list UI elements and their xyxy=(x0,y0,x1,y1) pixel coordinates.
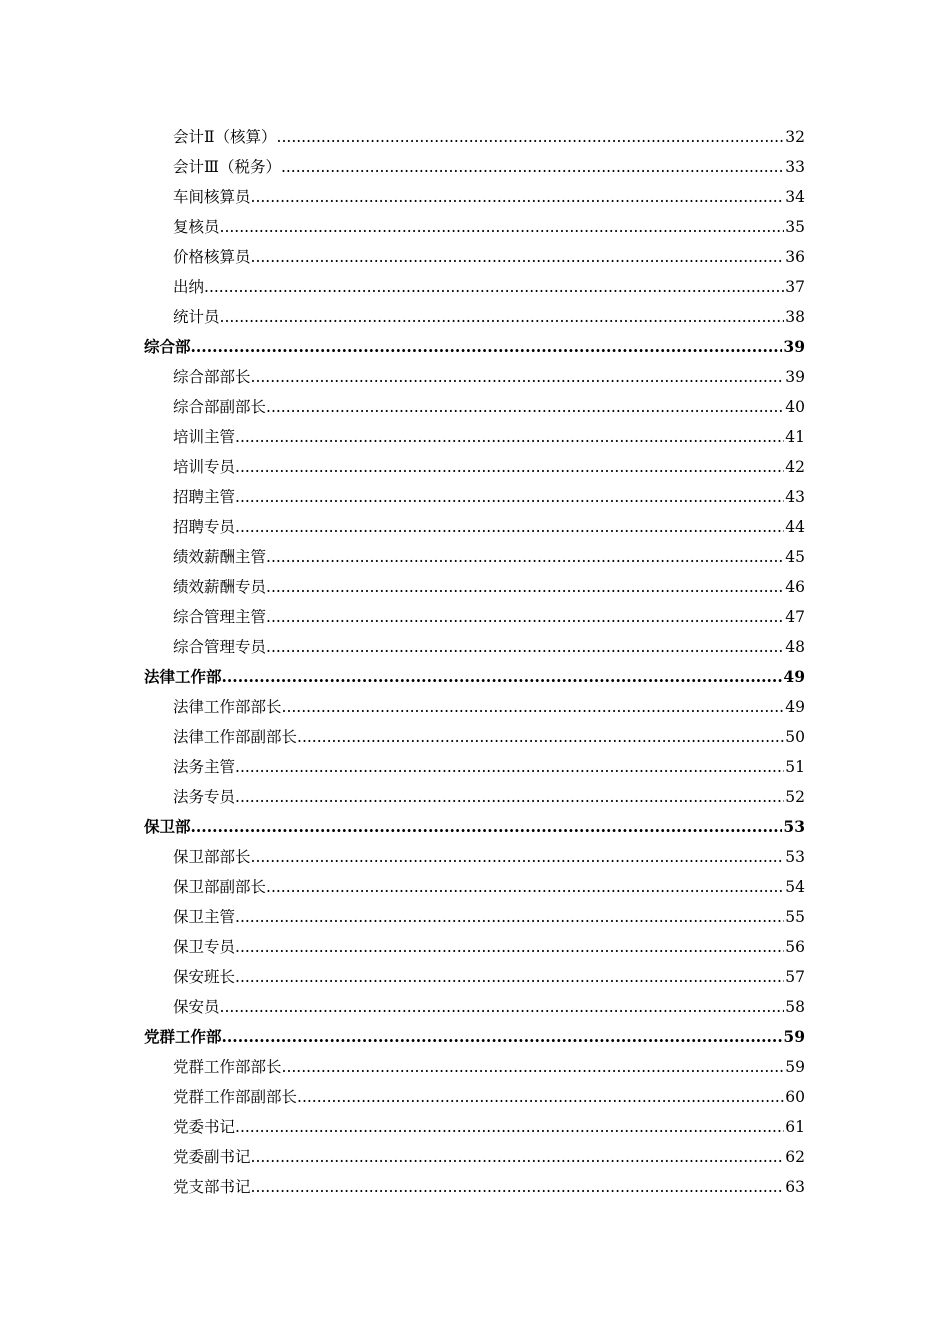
toc-entry-page-number: 36 xyxy=(785,248,805,266)
toc-dot-leader xyxy=(266,392,784,422)
toc-subsection-entry[interactable] xyxy=(0,752,950,782)
toc-entry-title: 保卫部 xyxy=(144,817,191,836)
toc-dot-leader xyxy=(251,362,785,392)
toc-entry-title: 绩效薪酬主管 xyxy=(173,548,267,566)
toc-dot-leader xyxy=(251,1172,785,1202)
toc-dot-leader xyxy=(235,902,784,932)
toc-entry-title: 党支部书记 xyxy=(173,1178,251,1196)
toc-entry-page-number: 57 xyxy=(785,968,805,986)
toc-subsection-entry[interactable] xyxy=(0,842,950,872)
toc-entry-page-number: 41 xyxy=(785,428,805,446)
toc-subsection-entry[interactable] xyxy=(0,152,950,182)
toc-entry-page-number: 56 xyxy=(785,938,805,956)
toc-entry-page-number: 44 xyxy=(785,518,805,536)
toc-dot-leader xyxy=(191,812,783,842)
toc-subsection-entry[interactable] xyxy=(0,542,950,572)
toc-subsection-entry[interactable] xyxy=(0,482,950,512)
toc-entry-page-number: 53 xyxy=(783,817,805,836)
toc-entry-page-number: 43 xyxy=(785,488,805,506)
toc-entry-page-number: 42 xyxy=(785,458,805,476)
toc-subsection-entry[interactable] xyxy=(0,302,950,332)
toc-dot-leader xyxy=(266,632,784,662)
toc-entry-title: 培训专员 xyxy=(173,458,236,476)
toc-entry-title: 综合管理专员 xyxy=(173,638,267,656)
toc-entry-title: 党群工作部 xyxy=(144,1027,222,1046)
toc-dot-leader xyxy=(220,212,785,242)
toc-subsection-entry[interactable] xyxy=(0,1112,950,1142)
toc-dot-leader xyxy=(235,452,784,482)
toc-dot-leader xyxy=(191,332,783,362)
toc-subsection-entry[interactable] xyxy=(0,242,950,272)
toc-subsection-entry[interactable] xyxy=(0,722,950,752)
toc-entry-page-number: 39 xyxy=(783,337,805,356)
toc-entry-title: 保卫专员 xyxy=(173,938,236,956)
toc-section-entry[interactable] xyxy=(0,662,950,692)
toc-entry-title: 法律工作部部长 xyxy=(173,698,282,716)
toc-dot-leader xyxy=(266,542,784,572)
toc-dot-leader xyxy=(277,122,785,152)
toc-entry-title: 复核员 xyxy=(173,218,220,236)
toc-entry-page-number: 38 xyxy=(785,308,805,326)
toc-entry-page-number: 33 xyxy=(785,158,805,176)
toc-entry-page-number: 49 xyxy=(783,667,805,686)
toc-entry-page-number: 35 xyxy=(785,218,805,236)
toc-dot-leader xyxy=(266,602,784,632)
toc-entry-title: 保卫主管 xyxy=(173,908,236,926)
toc-dot-leader xyxy=(281,152,784,182)
toc-dot-leader xyxy=(266,872,784,902)
table-of-contents xyxy=(0,122,950,1202)
toc-entry-title: 出纳 xyxy=(173,278,205,296)
toc-entry-page-number: 51 xyxy=(785,758,805,776)
toc-entry-title: 党委副书记 xyxy=(173,1148,251,1166)
toc-entry-title: 价格核算员 xyxy=(173,248,251,266)
toc-subsection-entry[interactable] xyxy=(0,212,950,242)
toc-entry-page-number: 59 xyxy=(783,1027,805,1046)
toc-subsection-entry[interactable] xyxy=(0,572,950,602)
toc-entry-title: 绩效薪酬专员 xyxy=(173,578,267,596)
toc-entry-page-number: 47 xyxy=(785,608,805,626)
toc-dot-leader xyxy=(297,1082,784,1112)
toc-dot-leader xyxy=(251,842,785,872)
toc-entry-page-number: 39 xyxy=(785,368,805,386)
toc-entry-title: 综合部部长 xyxy=(173,368,251,386)
toc-subsection-entry[interactable] xyxy=(0,632,950,662)
toc-entry-page-number: 37 xyxy=(785,278,805,296)
toc-subsection-entry[interactable] xyxy=(0,602,950,632)
toc-dot-leader xyxy=(235,962,784,992)
toc-entry-page-number: 32 xyxy=(785,128,805,146)
toc-dot-leader xyxy=(297,722,784,752)
toc-dot-leader xyxy=(235,1112,784,1142)
toc-entry-title: 会计Ⅱ（核算） xyxy=(173,128,277,146)
toc-section-entry[interactable] xyxy=(0,812,950,842)
toc-subsection-entry[interactable] xyxy=(0,392,950,422)
toc-subsection-entry[interactable] xyxy=(0,782,950,812)
toc-dot-leader xyxy=(204,272,784,302)
toc-entry-title: 统计员 xyxy=(173,308,220,326)
toc-entry-page-number: 40 xyxy=(785,398,805,416)
toc-dot-leader xyxy=(235,422,784,452)
toc-entry-title: 法律工作部副部长 xyxy=(173,728,298,746)
toc-entry-page-number: 49 xyxy=(785,698,805,716)
toc-subsection-entry[interactable] xyxy=(0,992,950,1022)
toc-entry-title: 保安员 xyxy=(173,998,220,1016)
toc-entry-title: 党群工作部部长 xyxy=(173,1058,282,1076)
toc-subsection-entry[interactable] xyxy=(0,1082,950,1112)
toc-entry-title: 党群工作部副部长 xyxy=(173,1088,298,1106)
toc-dot-leader xyxy=(235,482,784,512)
toc-entry-title: 保安班长 xyxy=(173,968,236,986)
toc-section-entry[interactable] xyxy=(0,1022,950,1052)
toc-entry-page-number: 34 xyxy=(785,188,805,206)
toc-dot-leader xyxy=(251,1142,785,1172)
toc-dot-leader xyxy=(235,932,784,962)
toc-dot-leader xyxy=(235,752,784,782)
toc-subsection-entry[interactable] xyxy=(0,872,950,902)
toc-subsection-entry[interactable] xyxy=(0,122,950,152)
toc-entry-page-number: 48 xyxy=(785,638,805,656)
toc-subsection-entry[interactable] xyxy=(0,272,950,302)
toc-subsection-entry[interactable] xyxy=(0,362,950,392)
toc-dot-leader xyxy=(220,302,785,332)
toc-entry-page-number: 55 xyxy=(785,908,805,926)
toc-subsection-entry[interactable] xyxy=(0,932,950,962)
toc-entry-page-number: 63 xyxy=(785,1178,805,1196)
toc-entry-title: 综合部副部长 xyxy=(173,398,267,416)
toc-entry-title: 党委书记 xyxy=(173,1118,236,1136)
toc-subsection-entry[interactable] xyxy=(0,1142,950,1172)
toc-entry-title: 法务专员 xyxy=(173,788,236,806)
toc-subsection-entry[interactable] xyxy=(0,692,950,722)
toc-entry-page-number: 60 xyxy=(785,1088,805,1106)
toc-entry-page-number: 54 xyxy=(785,878,805,896)
toc-entry-title: 综合部 xyxy=(144,337,191,356)
toc-subsection-entry[interactable] xyxy=(0,512,950,542)
toc-dot-leader xyxy=(251,182,785,212)
toc-entry-page-number: 45 xyxy=(785,548,805,566)
toc-dot-leader xyxy=(222,662,783,692)
toc-dot-leader xyxy=(282,1052,785,1082)
toc-subsection-entry[interactable] xyxy=(0,1052,950,1082)
toc-entry-page-number: 61 xyxy=(785,1118,805,1136)
toc-entry-page-number: 50 xyxy=(785,728,805,746)
toc-entry-page-number: 46 xyxy=(785,578,805,596)
toc-subsection-entry[interactable] xyxy=(0,962,950,992)
toc-dot-leader xyxy=(220,992,785,1022)
toc-entry-title: 法律工作部 xyxy=(144,667,222,686)
toc-entry-title: 综合管理主管 xyxy=(173,608,267,626)
toc-dot-leader xyxy=(266,572,784,602)
toc-subsection-entry[interactable] xyxy=(0,182,950,212)
toc-entry-page-number: 58 xyxy=(785,998,805,1016)
toc-entry-title: 法务主管 xyxy=(173,758,236,776)
toc-subsection-entry[interactable] xyxy=(0,422,950,452)
toc-entry-title: 保卫部副部长 xyxy=(173,878,267,896)
toc-entry-page-number: 62 xyxy=(785,1148,805,1166)
toc-dot-leader xyxy=(251,242,785,272)
toc-section-entry[interactable] xyxy=(0,332,950,362)
toc-entry-page-number: 53 xyxy=(785,848,805,866)
toc-subsection-entry[interactable] xyxy=(0,1172,950,1202)
toc-subsection-entry[interactable] xyxy=(0,902,950,932)
toc-entry-title: 会计Ⅲ（税务） xyxy=(173,158,281,176)
toc-dot-leader xyxy=(222,1022,783,1052)
toc-entry-title: 车间核算员 xyxy=(173,188,251,206)
toc-entry-title: 培训主管 xyxy=(173,428,236,446)
toc-dot-leader xyxy=(235,512,784,542)
toc-entry-page-number: 52 xyxy=(785,788,805,806)
toc-entry-title: 保卫部部长 xyxy=(173,848,251,866)
toc-dot-leader xyxy=(235,782,784,812)
toc-entry-title: 招聘主管 xyxy=(173,488,236,506)
toc-dot-leader xyxy=(282,692,785,722)
toc-entry-page-number: 59 xyxy=(785,1058,805,1076)
toc-entry-title: 招聘专员 xyxy=(173,518,236,536)
toc-subsection-entry[interactable] xyxy=(0,452,950,482)
